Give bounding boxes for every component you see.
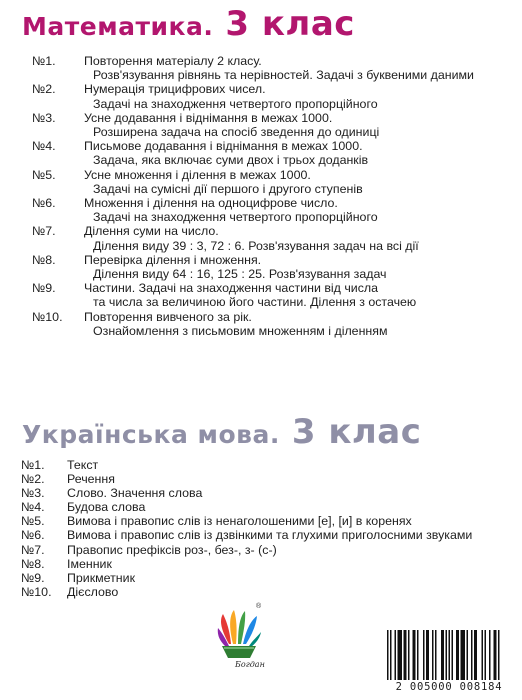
ukrainian-topic-number: №2.	[21, 472, 45, 487]
math-topic-number: №4.	[32, 139, 56, 154]
ukrainian-topic-number: №8.	[21, 556, 45, 571]
ukrainian-topic-number: №1.	[21, 458, 45, 472]
math-topic	[0, 54, 500, 82]
ukrainian-topic-title: Правопис префіксів роз-, без-, з- (с-)	[67, 542, 277, 557]
ukrainian-topic	[0, 585, 500, 599]
math-topic	[0, 224, 500, 252]
math-topic	[0, 82, 500, 110]
barcode-sticker	[383, 628, 515, 694]
math-heading	[22, 4, 355, 44]
ukrainian-topic-title: Слово. Значення слова	[67, 486, 203, 501]
math-topic-subtitle: Ділення виду 39 : 3, 72 : 6. Розв'язування задач на всі дії	[93, 238, 419, 253]
math-topic-number: №10.	[32, 309, 63, 324]
math-topic	[0, 139, 500, 167]
ukrainian-topic-title: Прикметник	[67, 570, 135, 585]
ukrainian-topic-title: Речення	[67, 472, 115, 487]
math-topic-list	[0, 54, 500, 338]
ukrainian-topic	[0, 557, 500, 571]
ukrainian-heading-subject: Українська мова.	[22, 420, 280, 449]
math-topic-title: Письмове додавання і віднімання в межах 1000.	[84, 139, 363, 154]
math-topic-subtitle: та числа за величиною його частини. Ділення з остачею	[93, 295, 417, 310]
math-topic-title: Частини. Задачі на знаходження частини від числа	[84, 281, 379, 296]
math-topic-subtitle: Ознайомлення з письмовим множенням і діленням	[93, 323, 388, 338]
ukrainian-topic-title: Іменник	[67, 556, 112, 571]
publisher-logo-wordmark: Богдан	[235, 660, 265, 669]
math-topic-subtitle: Задачі на знаходження четвертого пропорційного	[93, 96, 378, 111]
math-heading-grade: 3 клас	[225, 4, 355, 44]
math-topic	[0, 111, 500, 139]
registered-trademark-mark: ®	[256, 603, 262, 610]
ukrainian-topic-number: №9.	[21, 570, 45, 585]
ukrainian-topic	[0, 472, 500, 486]
math-topic-subtitle: Розв'язування рівнянь та нерівностей. Задачі з буквеними даними	[93, 68, 474, 83]
math-topic-number: №2.	[32, 82, 56, 97]
ukrainian-topic	[0, 500, 500, 514]
ukrainian-topic-number: №5.	[21, 514, 45, 529]
ukrainian-topic	[0, 528, 500, 542]
ukrainian-topic-title: Вимова і правопис слів із ненаголошеними [е], [и] в коренях	[67, 514, 412, 529]
math-topic	[0, 196, 500, 224]
math-topic-subtitle: Задачі на сумісні дії першого і другого ступенів	[93, 181, 363, 196]
math-topic-title: Перевірка ділення і множення.	[84, 252, 262, 267]
math-topic-subtitle: Задачі на знаходження четвертого пропорційного	[93, 210, 378, 225]
math-topic-subtitle: Ділення виду 64 : 16, 125 : 25. Розв'язування задач	[93, 267, 387, 282]
math-topic-title: Множення і ділення на одноцифрове число.	[84, 196, 338, 211]
ukrainian-topic-number: №10.	[21, 584, 52, 599]
ukrainian-topic-number: №6.	[21, 528, 45, 543]
math-topic-title: Повторення вивченого за рік.	[84, 309, 252, 324]
ukrainian-topic-title: Будова слова	[67, 500, 146, 515]
math-heading-subject: Математика.	[22, 12, 214, 41]
math-topic-title: Повторення матеріалу 2 класу.	[84, 54, 262, 68]
ukrainian-topic	[0, 571, 500, 585]
math-topic-title: Нумерація трицифрових чисел.	[84, 82, 266, 97]
ukrainian-topic-number: №7.	[21, 542, 45, 557]
ukrainian-topic-list	[0, 458, 500, 599]
math-topic	[0, 281, 500, 309]
ukrainian-topic-title: Текст	[67, 458, 99, 472]
math-topic-title: Усне множення і ділення в межах 1000.	[84, 167, 311, 182]
math-topic-number: №5.	[32, 167, 56, 182]
ukrainian-topic	[0, 543, 500, 557]
math-topic-subtitle: Розширена задача на спосіб зведення до одиниці	[93, 125, 380, 140]
math-topic	[0, 168, 500, 196]
ukrainian-topic	[0, 458, 500, 472]
ukrainian-heading-grade: 3 клас	[291, 412, 422, 452]
math-topic	[0, 253, 500, 281]
barcode-number: 2 005000 008184	[395, 681, 503, 693]
math-topic-title: Ділення суми на число.	[84, 224, 219, 239]
math-topic-number: №9.	[32, 281, 56, 296]
ukrainian-topic-number: №4.	[21, 500, 45, 515]
math-topic-number: №6.	[32, 196, 56, 211]
ukrainian-heading	[22, 412, 421, 452]
math-topic-number: №8.	[32, 252, 56, 267]
math-topic-title: Усне додавання і віднімання в межах 1000.	[84, 110, 333, 125]
math-topic-number: №7.	[32, 224, 56, 239]
math-topic-number: №3.	[32, 110, 56, 125]
ukrainian-topic-title: Дієслово	[67, 584, 119, 599]
ukrainian-topic	[0, 514, 500, 528]
barcode-icon	[387, 630, 511, 680]
ukrainian-topic	[0, 486, 500, 500]
math-topic	[0, 310, 500, 338]
ukrainian-topic-number: №3.	[21, 486, 45, 501]
ukrainian-topic-title: Вимова і правопис слів із дзвінкими та глухими приголосними звуками	[67, 528, 473, 543]
math-topic-number: №1.	[32, 54, 56, 68]
math-topic-subtitle: Задача, яка включає суми двох і трьох доданків	[93, 153, 369, 168]
